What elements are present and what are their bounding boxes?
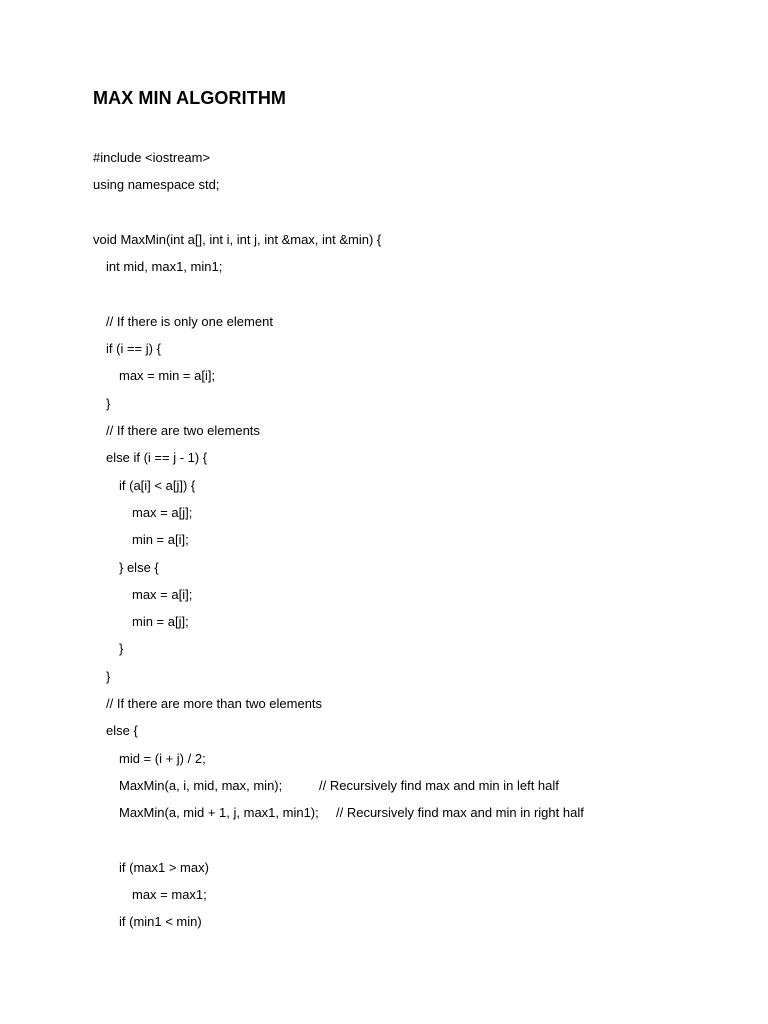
code-text: if (i == j) { — [106, 341, 161, 357]
code-text: max = max1; — [132, 887, 207, 903]
code-text: // If there are more than two elements — [106, 696, 323, 711]
code-text: MaxMin(a, mid + 1, j, max1, min1); — [119, 805, 319, 821]
code-text: // If there are two elements — [106, 423, 260, 438]
code-line — [106, 341, 161, 357]
code-text: // If there is only one element — [106, 313, 273, 329]
code-line — [93, 150, 210, 166]
code-line — [106, 696, 322, 712]
code-line — [106, 314, 273, 330]
code-text: int mid, max1, min1; — [106, 259, 223, 275]
code-line — [106, 259, 222, 275]
code-line — [119, 860, 209, 876]
code-line — [132, 587, 192, 603]
code-line — [106, 396, 110, 412]
code-text: max = a[j]; — [132, 504, 193, 520]
code-line — [119, 751, 206, 767]
code-text: if (min1 < min) — [119, 914, 202, 930]
code-text: else if (i == j - 1) { — [106, 450, 208, 466]
code-comment: // Recursively find max and min in left half — [319, 777, 559, 793]
code-line — [106, 450, 207, 466]
code-text: using namespace std; — [93, 177, 220, 193]
code-line — [119, 914, 202, 930]
code-line — [106, 669, 110, 685]
code-text: else { — [106, 723, 138, 739]
code-line — [119, 368, 215, 384]
code-text: } — [106, 668, 111, 684]
code-text: max = min = a[i]; — [119, 368, 216, 384]
code-line — [119, 560, 159, 576]
code-text: max = a[i]; — [132, 586, 193, 602]
code-line — [119, 478, 195, 494]
code-text: } — [119, 641, 124, 657]
document-title: MAX MIN ALGORITHM — [93, 88, 287, 108]
code-text: } else { — [119, 559, 159, 575]
code-line — [119, 641, 123, 657]
code-text: if (a[i] < a[j]) { — [119, 477, 196, 493]
code-line — [132, 614, 189, 630]
code-line — [93, 232, 381, 248]
code-line — [119, 805, 319, 821]
code-comment: // Recursively find max and min in right half — [336, 805, 584, 821]
code-line — [106, 723, 138, 739]
code-text: if (max1 > max) — [119, 859, 209, 875]
code-line — [132, 505, 192, 521]
code-text: min = a[i]; — [132, 532, 189, 548]
code-line — [119, 778, 282, 794]
code-line — [106, 423, 260, 439]
code-text: min = a[j]; — [132, 614, 189, 630]
code-text: mid = (i + j) / 2; — [119, 750, 206, 766]
code-text: } — [106, 395, 111, 411]
code-line — [132, 532, 189, 548]
code-text: void MaxMin(int a[], int i, int j, int &max, int &min) { — [93, 231, 382, 247]
code-text: #include <iostream> — [93, 150, 211, 165]
code-text: MaxMin(a, i, mid, max, min); — [119, 777, 283, 793]
code-line — [132, 887, 207, 903]
code-line — [93, 177, 219, 193]
